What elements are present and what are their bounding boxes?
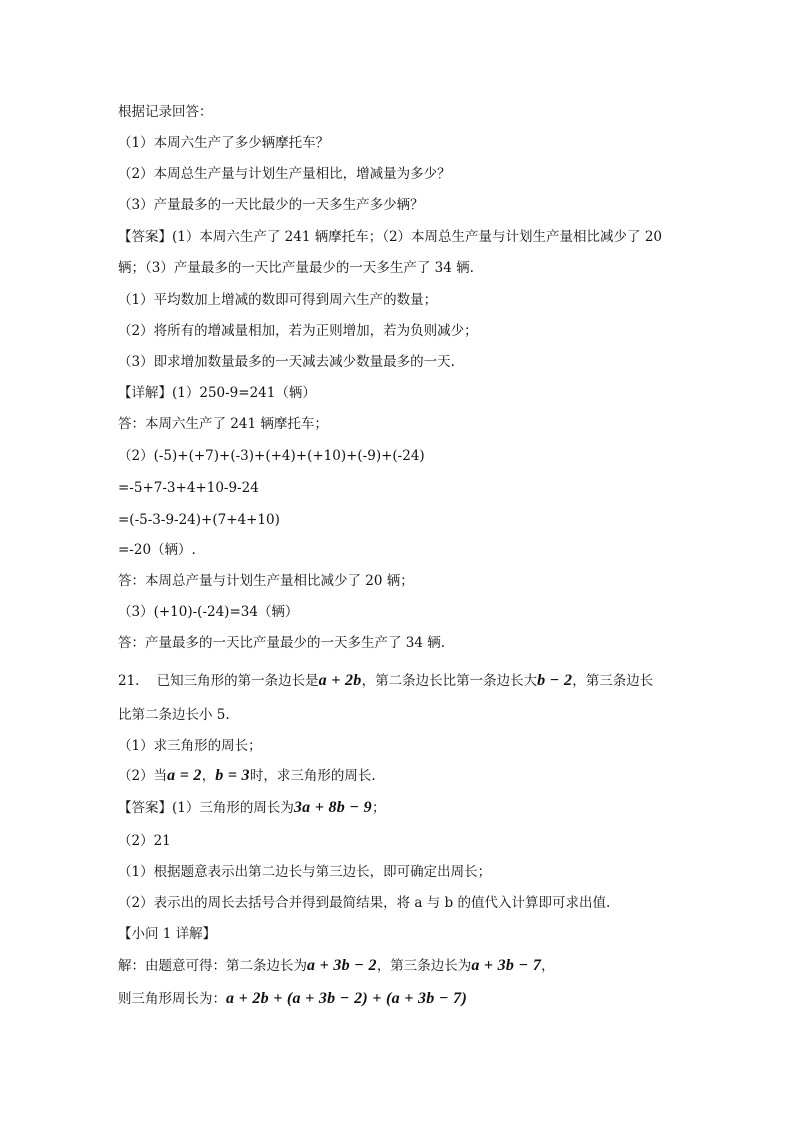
question-2: （2）本周总生产量与计划生产量相比，增减量为多少？ [118,166,451,182]
math-difference: b − 2 [537,672,573,689]
q21-part-2-suffix: 时，求三角形的周长. [249,768,376,784]
answer-line-1: 【答案】(1）本周六生产了 241 辆摩托车；（2）本周总生产量与计划生产量相比减少了 20 [118,229,663,245]
math-perimeter-sum: a + 2b + (a + 3b − 2) + (a + 3b − 7) [226,990,468,1007]
math-third-side: a + 3b − 7 [471,957,542,974]
analysis-2: （2）将所有的增减量相加，若为正则增加，若为负则减少； [118,323,478,339]
analysis-3: （3）即求增加数量最多的一天减去减少数量最多的一天. [118,354,455,370]
solution-suffix: ， [541,958,555,974]
math-second-side: a + 3b − 2 [307,957,377,974]
detail-answer-2: 答：本周总产量与计划生产量相比减少了 20 辆； [118,573,414,589]
perimeter-prefix: 则三角形周长为： [118,991,226,1007]
q21-answer-prefix: 【答案】(1）三角形的周长为 [118,800,294,816]
solution-mid: ，第三条边长为 [376,958,472,974]
detail-answer-3: 答：产量最多的一天比产量最少的一天多生产了 34 辆. [118,635,446,651]
solution-line-1 [118,957,555,975]
solution-prefix: 解：由题意可得：第二条边长为 [118,958,307,974]
q21-part-2-sep: ， [201,768,216,784]
detail-answer-1: 答：本周六生产了 241 辆摩托车； [118,416,328,432]
q21-analysis-1: （1）根据题意表示出第二边长与第三边长，即可确定出周长； [118,864,492,880]
question-21-line-2: 比第二条边长小 5. [118,707,230,723]
intro-line: 根据记录回答： [118,104,213,120]
question-number: 21. [118,673,140,689]
question-1: （1）本周六生产了多少辆摩托车？ [118,135,330,151]
math-a-value: a = 2 [167,767,202,784]
q21-part-2 [118,767,376,785]
question-21-line-1 [118,672,653,690]
q21-analysis-2: （2）表示出的周长去括号合并得到最简结果，将 a 与 b 的值代入计算即可求出值. [118,895,611,911]
q21-part-2-prefix: （2）当 [118,768,168,784]
math-first-side: a + 2b [318,672,362,689]
q21-text-a: 已知三角形的第一条边长是 [156,673,319,689]
q21-part-1: （1）求三角形的周长； [118,738,262,754]
q21-text-c: ，第三条边长 [572,673,654,689]
answer-line-2: 辆；（3）产量最多的一天比产量最少的一天多生产了 34 辆. [118,260,474,276]
analysis-1: （1）平均数加上增减的数即可得到周六生产的数量； [118,292,438,308]
detail-calc-4: =-20（辆）. [118,542,196,558]
q21-answer-1 [118,799,385,817]
detail-calc-5: （3）(+10)-(-24)=34（辆） [118,604,299,620]
detail-heading: 【详解】(1）250-9=241（辆） [118,385,316,401]
detail-calc-2: =-5+7-3+4+10-9-24 [118,480,259,496]
q21-text-b: ，第二条边长比第一条边长大 [361,673,538,689]
detail-calc-3: =(-5-3-9-24)+(7+4+10) [118,512,280,528]
subquestion-heading: 【小问 1 详解】 [118,926,217,942]
q21-answer-suffix: ； [371,800,386,816]
solution-line-2 [118,990,467,1008]
q21-answer-2: （2）21 [118,833,171,849]
detail-calc-1: （2）(-5)+(+7)+(-3)+(+4)+(+10)+(-9)+(-24) [118,448,425,464]
question-3: （3）产量最多的一天比最少的一天多生产多少辆？ [118,197,424,213]
math-b-value: b = 3 [215,767,250,784]
math-perimeter: 3a + 8b − 9 [293,799,372,816]
